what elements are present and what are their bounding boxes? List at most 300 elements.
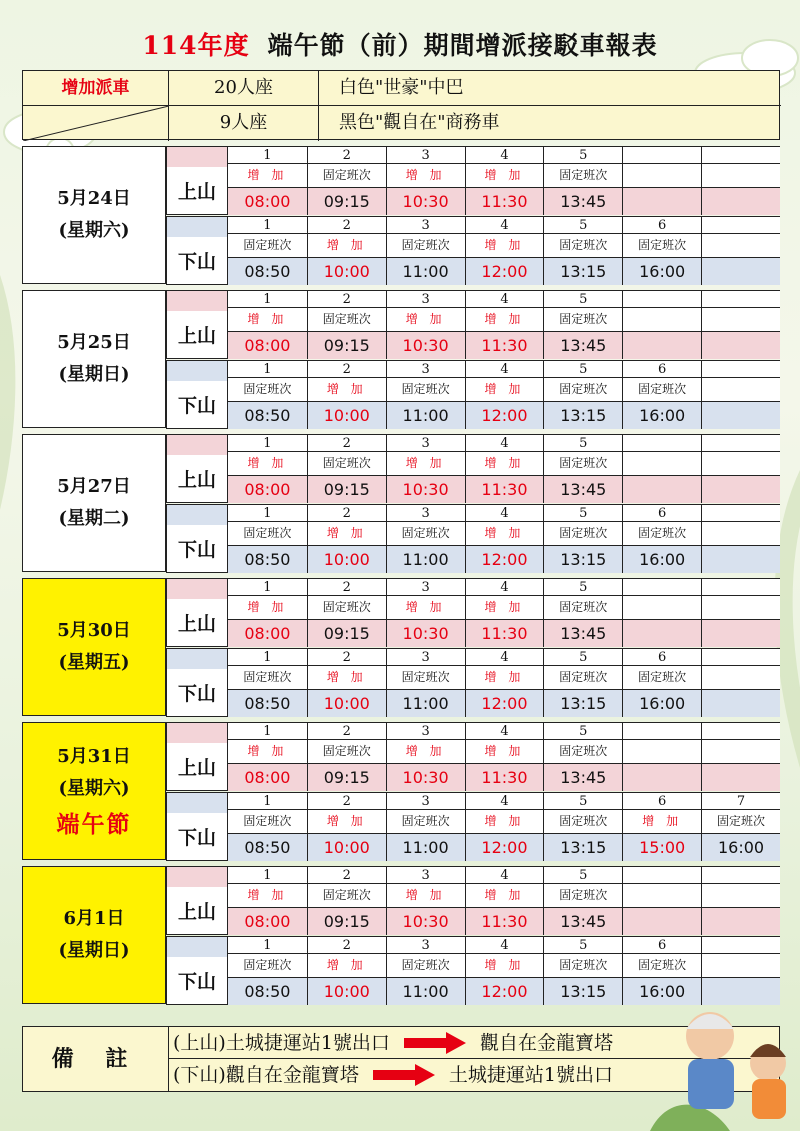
trip-time: 08:50: [228, 257, 307, 285]
trip-type-fixed: 固定班次: [228, 234, 307, 257]
trip-time: 11:30: [465, 475, 544, 503]
trip-time: 11:30: [465, 187, 544, 215]
trip-type-added: 增 加: [465, 884, 544, 907]
trip-time: 09:15: [307, 619, 386, 647]
trip-time: 10:00: [307, 977, 386, 1005]
trip-time: [701, 545, 780, 573]
uphill-row: [166, 146, 780, 215]
trip-time: 13:45: [543, 187, 622, 215]
trip-time: 13:15: [543, 689, 622, 717]
trip-type-fixed: 固定班次: [543, 666, 622, 689]
trip-number: 4: [465, 649, 544, 666]
trip-type-fixed: 固定班次: [622, 954, 701, 977]
trip-time: 13:45: [543, 331, 622, 359]
date-cell: [22, 434, 166, 572]
trip-number: 2: [307, 505, 386, 522]
downhill-row: [166, 936, 780, 1005]
trip-number: [701, 579, 780, 596]
trip-type-added: 增 加: [386, 740, 465, 763]
trip-number: 2: [307, 579, 386, 596]
trip-type-fixed: 固定班次: [386, 666, 465, 689]
trip-number: 1: [228, 217, 307, 234]
trip-time: 16:00: [701, 833, 780, 861]
trip-time: 12:00: [465, 833, 544, 861]
trip-number: 3: [386, 867, 465, 884]
trip-time: 12:00: [465, 545, 544, 573]
direction-label: 下山: [166, 936, 228, 1005]
trip-time: 13:15: [543, 401, 622, 429]
trip-grid: [228, 578, 780, 647]
trip-grid: [228, 722, 780, 791]
trip-time: 11:30: [465, 331, 544, 359]
date-text: 6月1日: [63, 908, 125, 929]
downhill-row: [166, 792, 780, 861]
trip-type-fixed: 固定班次: [307, 164, 386, 187]
trip-type-fixed: 固定班次: [543, 452, 622, 475]
trip-time: 10:00: [307, 401, 386, 429]
trip-time: 08:50: [228, 833, 307, 861]
trip-number: 5: [543, 867, 622, 884]
trip-type-fixed: [622, 308, 701, 331]
trip-time: 08:00: [228, 475, 307, 503]
direction-label: 下山: [166, 216, 228, 285]
trip-type-added: 增 加: [228, 308, 307, 331]
remark-line: [169, 1027, 779, 1059]
trip-type-fixed: [622, 452, 701, 475]
downhill-row: [166, 648, 780, 717]
trip-time: 10:30: [386, 331, 465, 359]
trip-number: 3: [386, 723, 465, 740]
weekday-text: (星期六): [58, 220, 130, 241]
trip-time: 09:15: [307, 187, 386, 215]
trip-time: [701, 689, 780, 717]
day-block: [22, 290, 780, 428]
trip-type-fixed: 固定班次: [307, 452, 386, 475]
trip-number: 2: [307, 217, 386, 234]
direction-label: 上山: [166, 434, 228, 503]
trip-number: [622, 435, 701, 452]
trip-time: [622, 907, 701, 935]
trip-type-added: 增 加: [307, 522, 386, 545]
legend-row: [23, 71, 781, 106]
trip-time: 08:00: [228, 331, 307, 359]
remarks-box: [22, 1026, 780, 1092]
trip-number: 2: [307, 937, 386, 954]
trip-number: 1: [228, 435, 307, 452]
trip-number: 5: [543, 723, 622, 740]
trip-time: [701, 763, 780, 791]
trip-number: 4: [465, 435, 544, 452]
uphill-row: [166, 290, 780, 359]
trip-type-added: 增 加: [465, 234, 544, 257]
direction-label: 上山: [166, 146, 228, 215]
red-arrow-icon: [373, 1064, 435, 1086]
trip-number: 4: [465, 217, 544, 234]
trip-grid: [228, 792, 780, 861]
trip-time: 11:30: [465, 907, 544, 935]
trip-number: 4: [465, 291, 544, 308]
day-block: [22, 146, 780, 284]
trip-time: 13:15: [543, 977, 622, 1005]
title-year: 114年度: [142, 31, 250, 60]
trip-grid: [228, 146, 780, 215]
remark-line: [169, 1059, 779, 1091]
trip-time: 15:00: [622, 833, 701, 861]
trip-type-added: 增 加: [228, 884, 307, 907]
trip-time: 08:50: [228, 977, 307, 1005]
trip-type-fixed: [622, 596, 701, 619]
trip-time: 11:00: [386, 545, 465, 573]
trip-number: 3: [386, 147, 465, 164]
trip-type-fixed: 固定班次: [701, 810, 780, 833]
trip-number: 5: [543, 937, 622, 954]
trip-type-fixed: [701, 308, 780, 331]
trip-number: 2: [307, 147, 386, 164]
trip-time: [622, 475, 701, 503]
trip-time: 16:00: [622, 257, 701, 285]
trip-type-fixed: [701, 522, 780, 545]
trip-number: 3: [386, 649, 465, 666]
route-to: 觀自在金龍寶塔: [480, 1031, 614, 1054]
trip-type-added: 增 加: [465, 954, 544, 977]
trip-time: 08:00: [228, 187, 307, 215]
trip-grid: [228, 648, 780, 717]
trip-time: 11:30: [465, 763, 544, 791]
trip-number: 5: [543, 649, 622, 666]
trip-time: [701, 401, 780, 429]
trip-time: 09:15: [307, 763, 386, 791]
trip-number: 2: [307, 435, 386, 452]
trip-type-added: 增 加: [465, 810, 544, 833]
trip-type-fixed: 固定班次: [228, 810, 307, 833]
date-cell: [22, 578, 166, 716]
legend-row: [23, 106, 781, 141]
trip-time: 10:30: [386, 907, 465, 935]
trip-number: 6: [622, 361, 701, 378]
trip-number: 1: [228, 937, 307, 954]
legend-label: 增加派車: [23, 71, 169, 106]
trip-type-added: 增 加: [228, 452, 307, 475]
trip-number: [701, 937, 780, 954]
date-cell: [22, 722, 166, 860]
trip-number: 1: [228, 579, 307, 596]
trip-number: 5: [543, 505, 622, 522]
trip-number: 5: [543, 361, 622, 378]
uphill-row: [166, 722, 780, 791]
trip-time: 12:00: [465, 401, 544, 429]
trip-type-added: 增 加: [622, 810, 701, 833]
legend-seats: 20人座: [169, 71, 319, 106]
trip-number: [701, 147, 780, 164]
trip-time: 08:00: [228, 619, 307, 647]
trip-number: 2: [307, 649, 386, 666]
trip-time: 08:50: [228, 401, 307, 429]
trip-type-added: 增 加: [465, 740, 544, 763]
trip-type-fixed: [701, 666, 780, 689]
trip-time: 08:50: [228, 545, 307, 573]
uphill-row: [166, 866, 780, 935]
trip-time: 10:00: [307, 833, 386, 861]
trip-time: 12:00: [465, 257, 544, 285]
trip-type-added: 增 加: [465, 522, 544, 545]
trip-type-fixed: 固定班次: [228, 954, 307, 977]
trip-number: 7: [701, 793, 780, 810]
trip-type-added: 增 加: [228, 740, 307, 763]
trip-time: [701, 907, 780, 935]
date-cell: [22, 290, 166, 428]
trip-type-added: 增 加: [386, 452, 465, 475]
date-text: 5月30日: [57, 620, 131, 641]
trip-number: [622, 579, 701, 596]
trip-grid: [228, 360, 780, 429]
trip-time: [701, 977, 780, 1005]
trip-type-added: 增 加: [228, 596, 307, 619]
trip-number: 3: [386, 291, 465, 308]
trip-type-fixed: 固定班次: [543, 164, 622, 187]
trip-time: 13:45: [543, 763, 622, 791]
trip-time: 13:15: [543, 545, 622, 573]
trip-time: 12:00: [465, 977, 544, 1005]
red-arrow-icon: [404, 1032, 466, 1054]
direction-label: 上山: [166, 866, 228, 935]
trip-time: 11:00: [386, 689, 465, 717]
trip-time: [622, 187, 701, 215]
trip-type-added: 增 加: [307, 954, 386, 977]
trip-type-fixed: 固定班次: [386, 234, 465, 257]
direction-label: 下山: [166, 648, 228, 717]
trip-type-fixed: 固定班次: [386, 810, 465, 833]
trip-number: 5: [543, 435, 622, 452]
trip-number: 5: [543, 291, 622, 308]
direction-label: 上山: [166, 578, 228, 647]
trip-number: 6: [622, 937, 701, 954]
trip-time: 11:00: [386, 833, 465, 861]
trip-number: 4: [465, 147, 544, 164]
trip-time: [701, 619, 780, 647]
trip-type-fixed: 固定班次: [622, 522, 701, 545]
trip-type-fixed: 固定班次: [622, 234, 701, 257]
trip-number: 2: [307, 291, 386, 308]
trip-number: 6: [622, 217, 701, 234]
trip-number: 1: [228, 723, 307, 740]
trip-number: [622, 867, 701, 884]
weekday-text: (星期日): [58, 940, 130, 961]
trip-number: [701, 723, 780, 740]
trip-type-added: 增 加: [465, 666, 544, 689]
trip-time: 08:00: [228, 763, 307, 791]
trip-number: 4: [465, 937, 544, 954]
trip-grid: [228, 290, 780, 359]
legend-vehicle: 黑色"觀自在"商務車: [339, 112, 500, 133]
trip-number: [701, 291, 780, 308]
trip-number: 4: [465, 579, 544, 596]
trip-number: [701, 435, 780, 452]
trip-type-fixed: 固定班次: [386, 522, 465, 545]
vehicle-legend: [22, 70, 780, 140]
trip-time: 08:50: [228, 689, 307, 717]
trip-time: 09:15: [307, 475, 386, 503]
legend-seats: 9人座: [169, 106, 319, 141]
trip-type-fixed: 固定班次: [228, 378, 307, 401]
uphill-row: [166, 578, 780, 647]
trip-number: 1: [228, 505, 307, 522]
trip-type-added: 增 加: [386, 308, 465, 331]
trip-type-fixed: 固定班次: [228, 522, 307, 545]
trip-type-fixed: 固定班次: [543, 740, 622, 763]
trip-type-fixed: 固定班次: [307, 740, 386, 763]
trip-type-fixed: [701, 378, 780, 401]
weekday-text: (星期二): [58, 508, 130, 529]
trip-number: [622, 291, 701, 308]
trip-number: 6: [622, 505, 701, 522]
trip-type-added: 增 加: [386, 884, 465, 907]
trip-time: 16:00: [622, 689, 701, 717]
legend-vehicle: 白色"世豪"中巴: [339, 77, 464, 98]
trip-number: 4: [465, 723, 544, 740]
trip-time: 16:00: [622, 401, 701, 429]
remarks-label: 備 註: [23, 1027, 169, 1091]
trip-grid: [228, 936, 780, 1005]
downhill-row: [166, 216, 780, 285]
trip-number: 1: [228, 867, 307, 884]
trip-type-added: 增 加: [465, 308, 544, 331]
trip-number: 1: [228, 291, 307, 308]
trip-type-fixed: [701, 164, 780, 187]
trip-type-fixed: [701, 884, 780, 907]
trip-number: 1: [228, 361, 307, 378]
trip-number: 6: [622, 793, 701, 810]
trip-time: 09:15: [307, 331, 386, 359]
trip-number: 4: [465, 361, 544, 378]
trip-number: 3: [386, 217, 465, 234]
trip-number: 5: [543, 793, 622, 810]
trip-number: [701, 505, 780, 522]
trip-type-fixed: 固定班次: [543, 884, 622, 907]
trip-number: 2: [307, 723, 386, 740]
trip-type-fixed: [622, 740, 701, 763]
page-title: [0, 26, 800, 62]
trip-number: 3: [386, 937, 465, 954]
direction-label: 上山: [166, 722, 228, 791]
trip-number: [701, 867, 780, 884]
trip-type-fixed: 固定班次: [543, 308, 622, 331]
trip-type-fixed: 固定班次: [543, 596, 622, 619]
uphill-row: [166, 434, 780, 503]
trip-type-fixed: [701, 740, 780, 763]
trip-number: 5: [543, 147, 622, 164]
trip-type-fixed: 固定班次: [307, 884, 386, 907]
trip-time: 09:15: [307, 907, 386, 935]
day-block: [22, 434, 780, 572]
trip-type-fixed: [701, 596, 780, 619]
trip-number: 1: [228, 147, 307, 164]
trip-grid: [228, 866, 780, 935]
trip-time: 11:00: [386, 257, 465, 285]
trip-time: 10:30: [386, 187, 465, 215]
trip-type-added: 增 加: [307, 234, 386, 257]
trip-number: 1: [228, 793, 307, 810]
trip-type-added: 增 加: [386, 164, 465, 187]
trip-type-fixed: 固定班次: [543, 522, 622, 545]
title-text: 端午節（前）期間增派接駁車報表: [267, 31, 658, 60]
trip-type-fixed: 固定班次: [228, 666, 307, 689]
trip-grid: [228, 434, 780, 503]
trip-number: 2: [307, 793, 386, 810]
trip-time: 13:45: [543, 907, 622, 935]
downhill-row: [166, 504, 780, 573]
trip-time: 10:30: [386, 763, 465, 791]
trip-type-added: 增 加: [307, 810, 386, 833]
trip-number: 4: [465, 793, 544, 810]
trip-number: 3: [386, 579, 465, 596]
date-cell: [22, 146, 166, 284]
trip-number: 2: [307, 361, 386, 378]
trip-type-added: 增 加: [465, 596, 544, 619]
trip-grid: [228, 504, 780, 573]
trip-type-fixed: 固定班次: [543, 954, 622, 977]
trip-number: 5: [543, 579, 622, 596]
trip-type-added: 增 加: [386, 596, 465, 619]
trip-number: [701, 217, 780, 234]
trip-type-fixed: [622, 164, 701, 187]
trip-type-fixed: 固定班次: [386, 954, 465, 977]
trip-time: [622, 763, 701, 791]
trip-time: 10:00: [307, 689, 386, 717]
trip-type-fixed: 固定班次: [307, 308, 386, 331]
trip-time: 10:00: [307, 257, 386, 285]
trip-number: 6: [622, 649, 701, 666]
route-from: (下山)觀自在金龍寶塔: [173, 1063, 359, 1086]
trip-type-added: 增 加: [228, 164, 307, 187]
date-text: 5月24日: [57, 188, 131, 209]
trip-time: 16:00: [622, 977, 701, 1005]
trip-number: 2: [307, 867, 386, 884]
trip-type-added: 增 加: [465, 378, 544, 401]
direction-label: 上山: [166, 290, 228, 359]
trip-time: 12:00: [465, 689, 544, 717]
weekday-text: (星期日): [58, 364, 130, 385]
trip-time: 13:45: [543, 619, 622, 647]
direction-label: 下山: [166, 360, 228, 429]
trip-type-added: 增 加: [465, 164, 544, 187]
trip-time: [701, 187, 780, 215]
date-text: 5月27日: [57, 476, 131, 497]
trip-number: [701, 361, 780, 378]
trip-time: 11:00: [386, 977, 465, 1005]
date-cell: [22, 866, 166, 1004]
trip-type-added: 增 加: [307, 666, 386, 689]
trip-type-fixed: 固定班次: [543, 378, 622, 401]
trip-type-fixed: 固定班次: [307, 596, 386, 619]
day-block: [22, 722, 780, 860]
trip-type-fixed: [622, 884, 701, 907]
trip-time: [701, 475, 780, 503]
trip-time: 10:30: [386, 619, 465, 647]
direction-label: 下山: [166, 792, 228, 861]
holiday-label: 端午節: [56, 811, 132, 838]
trip-type-fixed: 固定班次: [543, 234, 622, 257]
trip-time: [701, 331, 780, 359]
trip-time: 11:30: [465, 619, 544, 647]
trip-grid: [228, 216, 780, 285]
trip-number: 4: [465, 867, 544, 884]
trip-type-fixed: [701, 954, 780, 977]
trip-number: 3: [386, 793, 465, 810]
weekday-text: (星期五): [58, 652, 130, 673]
trip-number: 1: [228, 649, 307, 666]
trip-time: 11:00: [386, 401, 465, 429]
trip-number: 5: [543, 217, 622, 234]
